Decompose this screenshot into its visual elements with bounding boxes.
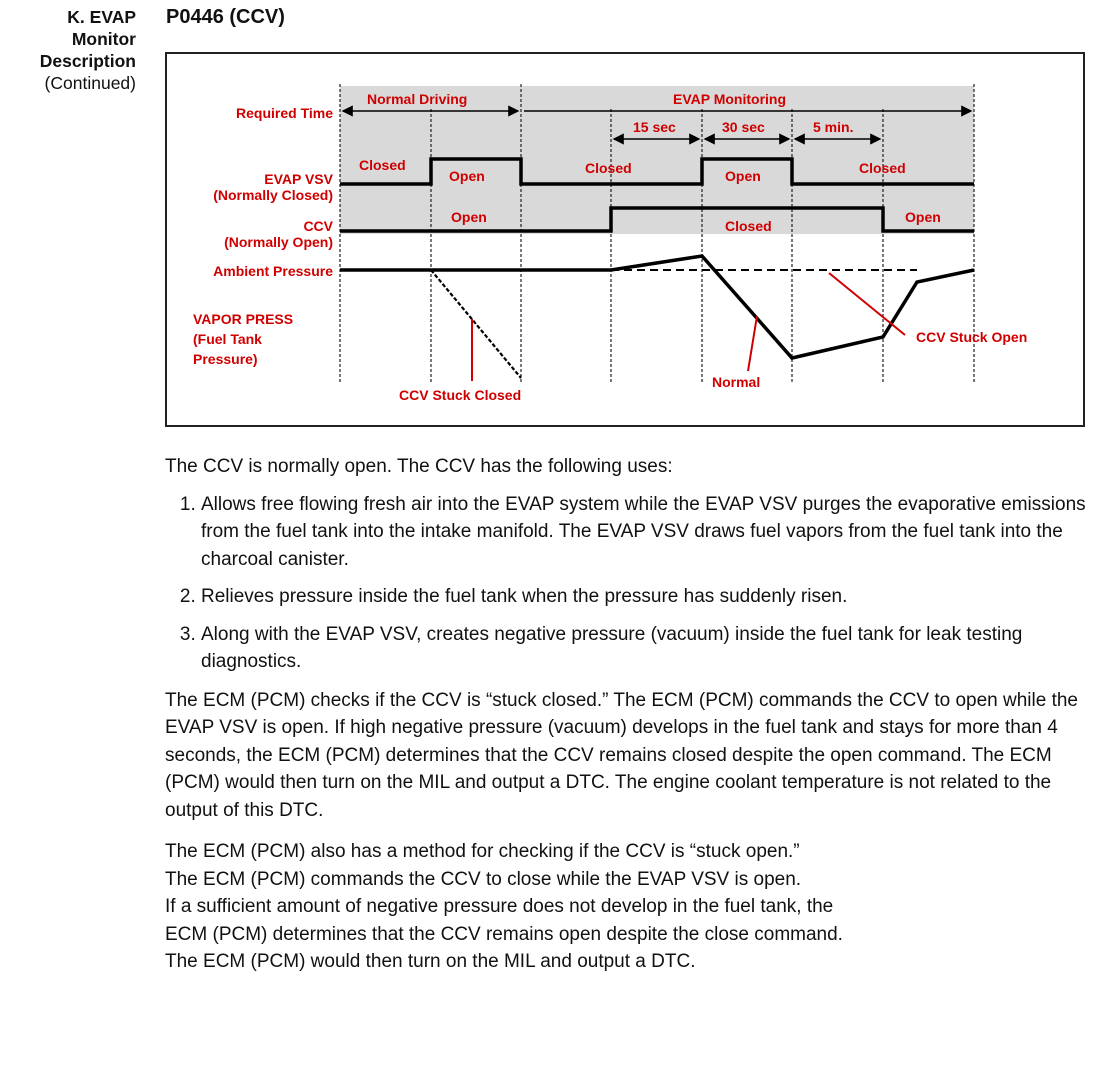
vsv-state-2: Open	[449, 168, 485, 184]
section-heading	[0, 6, 136, 94]
stuck-open-line-2: The ECM (PCM) commands the CCV to close while the EVAP VSV is open.	[165, 868, 802, 890]
phase-normal-driving: Normal Driving	[367, 91, 468, 107]
section-line-1: K. EVAP	[67, 7, 136, 27]
label-ccv: CCV	[303, 218, 333, 234]
ambient-pressure-line	[340, 256, 974, 358]
vsv-state-4: Open	[725, 168, 761, 184]
intro-paragraph: The CCV is normally open. The CCV has the following uses:	[165, 456, 673, 477]
stuck-closed-trace	[431, 270, 521, 378]
phase-5-min: 5 min.	[813, 119, 854, 135]
list-item: 1. Allows free flowing fresh air into the EVAP system while the EVAP VSV purges the evaporative emissions from the fuel tank into the intake manifold. The EVAP VSV draws fuel vapors from the fuel tank into the charcoal canister.	[201, 491, 1090, 574]
label-ccv-sub: (Normally Open)	[224, 234, 333, 250]
label-ambient-pressure: Ambient Pressure	[213, 263, 333, 279]
timing-diagram-svg	[167, 54, 1087, 429]
timing-diagram	[165, 52, 1085, 427]
phase-30-sec: 30 sec	[722, 119, 765, 135]
label-pressure: Pressure)	[193, 351, 258, 367]
phase-evap-monitoring: EVAP Monitoring	[673, 91, 787, 107]
list-item: 2. Relieves pressure inside the fuel tank when the pressure has suddenly risen.	[201, 583, 1090, 611]
list-item: 3. Along with the EVAP VSV, creates negative pressure (vacuum) inside the fuel tank for leak testing diagnostics.	[201, 621, 1090, 676]
label-required-time: Required Time	[236, 105, 333, 121]
section-line-3: Description	[39, 51, 136, 71]
label-evap-vsv-sub: (Normally Closed)	[213, 187, 333, 203]
ccv-state-1: Open	[451, 209, 487, 225]
annotation-normal: Normal	[712, 374, 761, 390]
stuck-open-line-4: ECM (PCM) determines that the CCV remains open despite the close command.	[165, 923, 843, 945]
stuck-open-line-5: The ECM (PCM) would then turn on the MIL and output a DTC.	[165, 951, 696, 972]
uses-list	[165, 491, 1090, 676]
label-evap-vsv: EVAP VSV	[264, 171, 333, 187]
continued-label: (Continued)	[44, 73, 136, 93]
page-title: P0446 (CCV)	[166, 6, 285, 28]
section-line-2: Monitor	[71, 29, 136, 49]
label-fuel-tank: (Fuel Tank	[193, 331, 262, 347]
label-vapor-press: VAPOR PRESS	[193, 311, 294, 327]
stuck-open-paragraph	[165, 838, 1090, 976]
stuck-open-line-3: If a sufficient amount of negative pressure does not develop in the fuel tank, the	[165, 896, 834, 917]
ccv-state-2: Closed	[725, 218, 772, 234]
phase-15-sec: 15 sec	[633, 119, 676, 135]
annotation-stuck-open: CCV Stuck Open	[916, 329, 1028, 345]
annotation-pointers	[472, 273, 905, 381]
vsv-state-5: Closed	[859, 160, 906, 176]
vsv-state-3: Closed	[585, 160, 632, 176]
vsv-state-1: Closed	[359, 157, 406, 173]
stuck-closed-paragraph: The ECM (PCM) checks if the CCV is “stuck closed.” The ECM (PCM) commands the CCV to open while the EVAP VSV is open. If high negative pressure (vacuum) develops in the fuel tank and stays for more than 4 seconds, the ECM (PCM) determines that the CCV remains closed despite the open command. The ECM (PCM) would then turn on the MIL and output a DTC. The engine coolant temperature is not related to the output of this DTC.	[165, 689, 1078, 821]
ccv-state-3: Open	[905, 209, 941, 225]
stuck-open-line-1: The ECM (PCM) also has a method for checking if the CCV is “stuck open.”	[165, 841, 800, 862]
annotation-stuck-closed: CCV Stuck Closed	[399, 387, 522, 403]
body-text	[165, 453, 1090, 990]
